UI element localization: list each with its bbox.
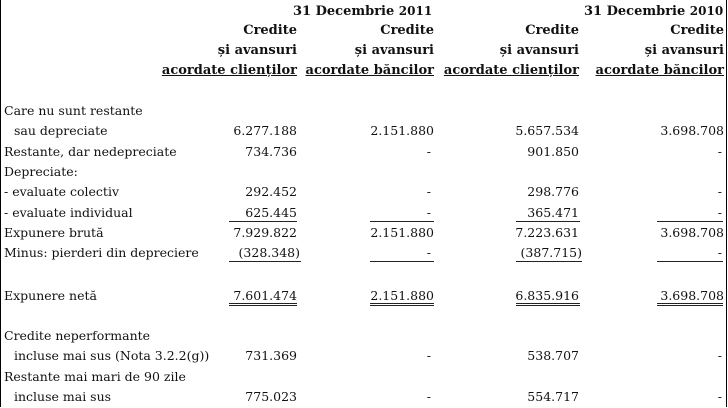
cell: 2.151.880 [370, 288, 434, 303]
cell: 2.151.880 [370, 225, 434, 240]
col2-header-line3: acordate băncilor [305, 63, 434, 78]
rule [370, 261, 434, 262]
col1-header-line1: Credite [243, 23, 297, 38]
cell: 6.277.188 [233, 123, 297, 138]
rule [229, 303, 297, 304]
col2-header-line1: Credite [380, 23, 434, 38]
row-label-not-overdue-2: sau depreciate [14, 123, 108, 138]
rule [657, 221, 723, 222]
col4-header-line1: Credite [670, 23, 724, 38]
cell: - [717, 184, 722, 199]
row-label-not-overdue-1: Care nu sunt restante [4, 103, 143, 118]
rule [657, 305, 723, 306]
cell: 7.223.631 [515, 225, 579, 240]
cell: - [426, 389, 431, 404]
col4-header-line2: și avansuri [644, 43, 724, 58]
col3-header-line1: Credite [525, 23, 579, 38]
cell: 625.445 [245, 205, 297, 220]
period-header-2010: 31 Decembrie 2010 [584, 4, 724, 19]
rule [370, 221, 434, 222]
row-label-impaired: Depreciate: [4, 164, 78, 179]
cell: 5.657.534 [515, 123, 579, 138]
row-label-overdue-not-impaired: Restante, dar nedepreciate [4, 144, 177, 159]
rule [516, 261, 582, 262]
cell: 901.850 [527, 144, 579, 159]
cell: (387.715) [520, 245, 582, 260]
cell: - [426, 348, 431, 363]
cell: 7.601.474 [233, 288, 297, 303]
col2-header-line2: și avansuri [354, 43, 434, 58]
cell: 734.736 [245, 144, 297, 159]
cell: 731.369 [245, 348, 297, 363]
cell: 3.698.708 [660, 123, 724, 138]
rule [370, 303, 434, 304]
cell: - [426, 245, 431, 260]
col3-header-line3: acordate clienților [443, 63, 579, 78]
cell: - [426, 205, 431, 220]
row-label-overdue90-1: Restante mai mari de 90 zile [4, 369, 186, 384]
cell: - [717, 389, 722, 404]
cell: - [426, 184, 431, 199]
col1-header-line3: acordate clienților [161, 63, 297, 78]
col4-header-line3: acordate băncilor [595, 63, 724, 78]
cell: 292.452 [245, 184, 297, 199]
rule [370, 305, 434, 306]
row-label-collective: - evaluate colectiv [4, 184, 120, 199]
row-label-gross-exposure: Expunere brută [4, 225, 104, 240]
cell: 7.929.822 [233, 225, 297, 240]
row-label-overdue90-2: incluse mai sus [14, 389, 112, 404]
cell: - [717, 144, 722, 159]
rule [229, 305, 297, 306]
rule [657, 303, 723, 304]
cell: 3.698.708 [660, 288, 724, 303]
row-label-impairment-losses: Minus: pierderi din depreciere [4, 245, 199, 260]
cell: (328.348) [238, 245, 300, 260]
cell: 775.023 [245, 389, 297, 404]
rule [229, 221, 297, 222]
cell: 298.776 [527, 184, 579, 199]
col1-header-line2: și avansuri [217, 43, 297, 58]
row-label-npl-2: incluse mai sus (Nota 3.2.2(g)) [14, 348, 210, 363]
cell: - [717, 348, 722, 363]
rule [516, 303, 580, 304]
rule [657, 261, 723, 262]
period-header-2011: 31 Decembrie 2011 [293, 4, 433, 19]
col3-header-line2: și avansuri [499, 43, 579, 58]
rule [516, 305, 580, 306]
rule [516, 221, 580, 222]
cell: - [717, 205, 722, 220]
cell: 2.151.880 [370, 123, 434, 138]
row-label-net-exposure: Expunere netă [4, 288, 97, 303]
cell: 6.835.916 [515, 288, 579, 303]
rule [229, 261, 301, 262]
cell: 365.471 [527, 205, 579, 220]
cell: 538.707 [527, 348, 579, 363]
row-label-individual: - evaluate individual [4, 205, 133, 220]
cell: - [426, 144, 431, 159]
cell: - [717, 245, 722, 260]
cell: 3.698.708 [660, 225, 724, 240]
cell: 554.717 [527, 389, 579, 404]
row-label-npl-1: Credite neperformante [4, 328, 151, 343]
